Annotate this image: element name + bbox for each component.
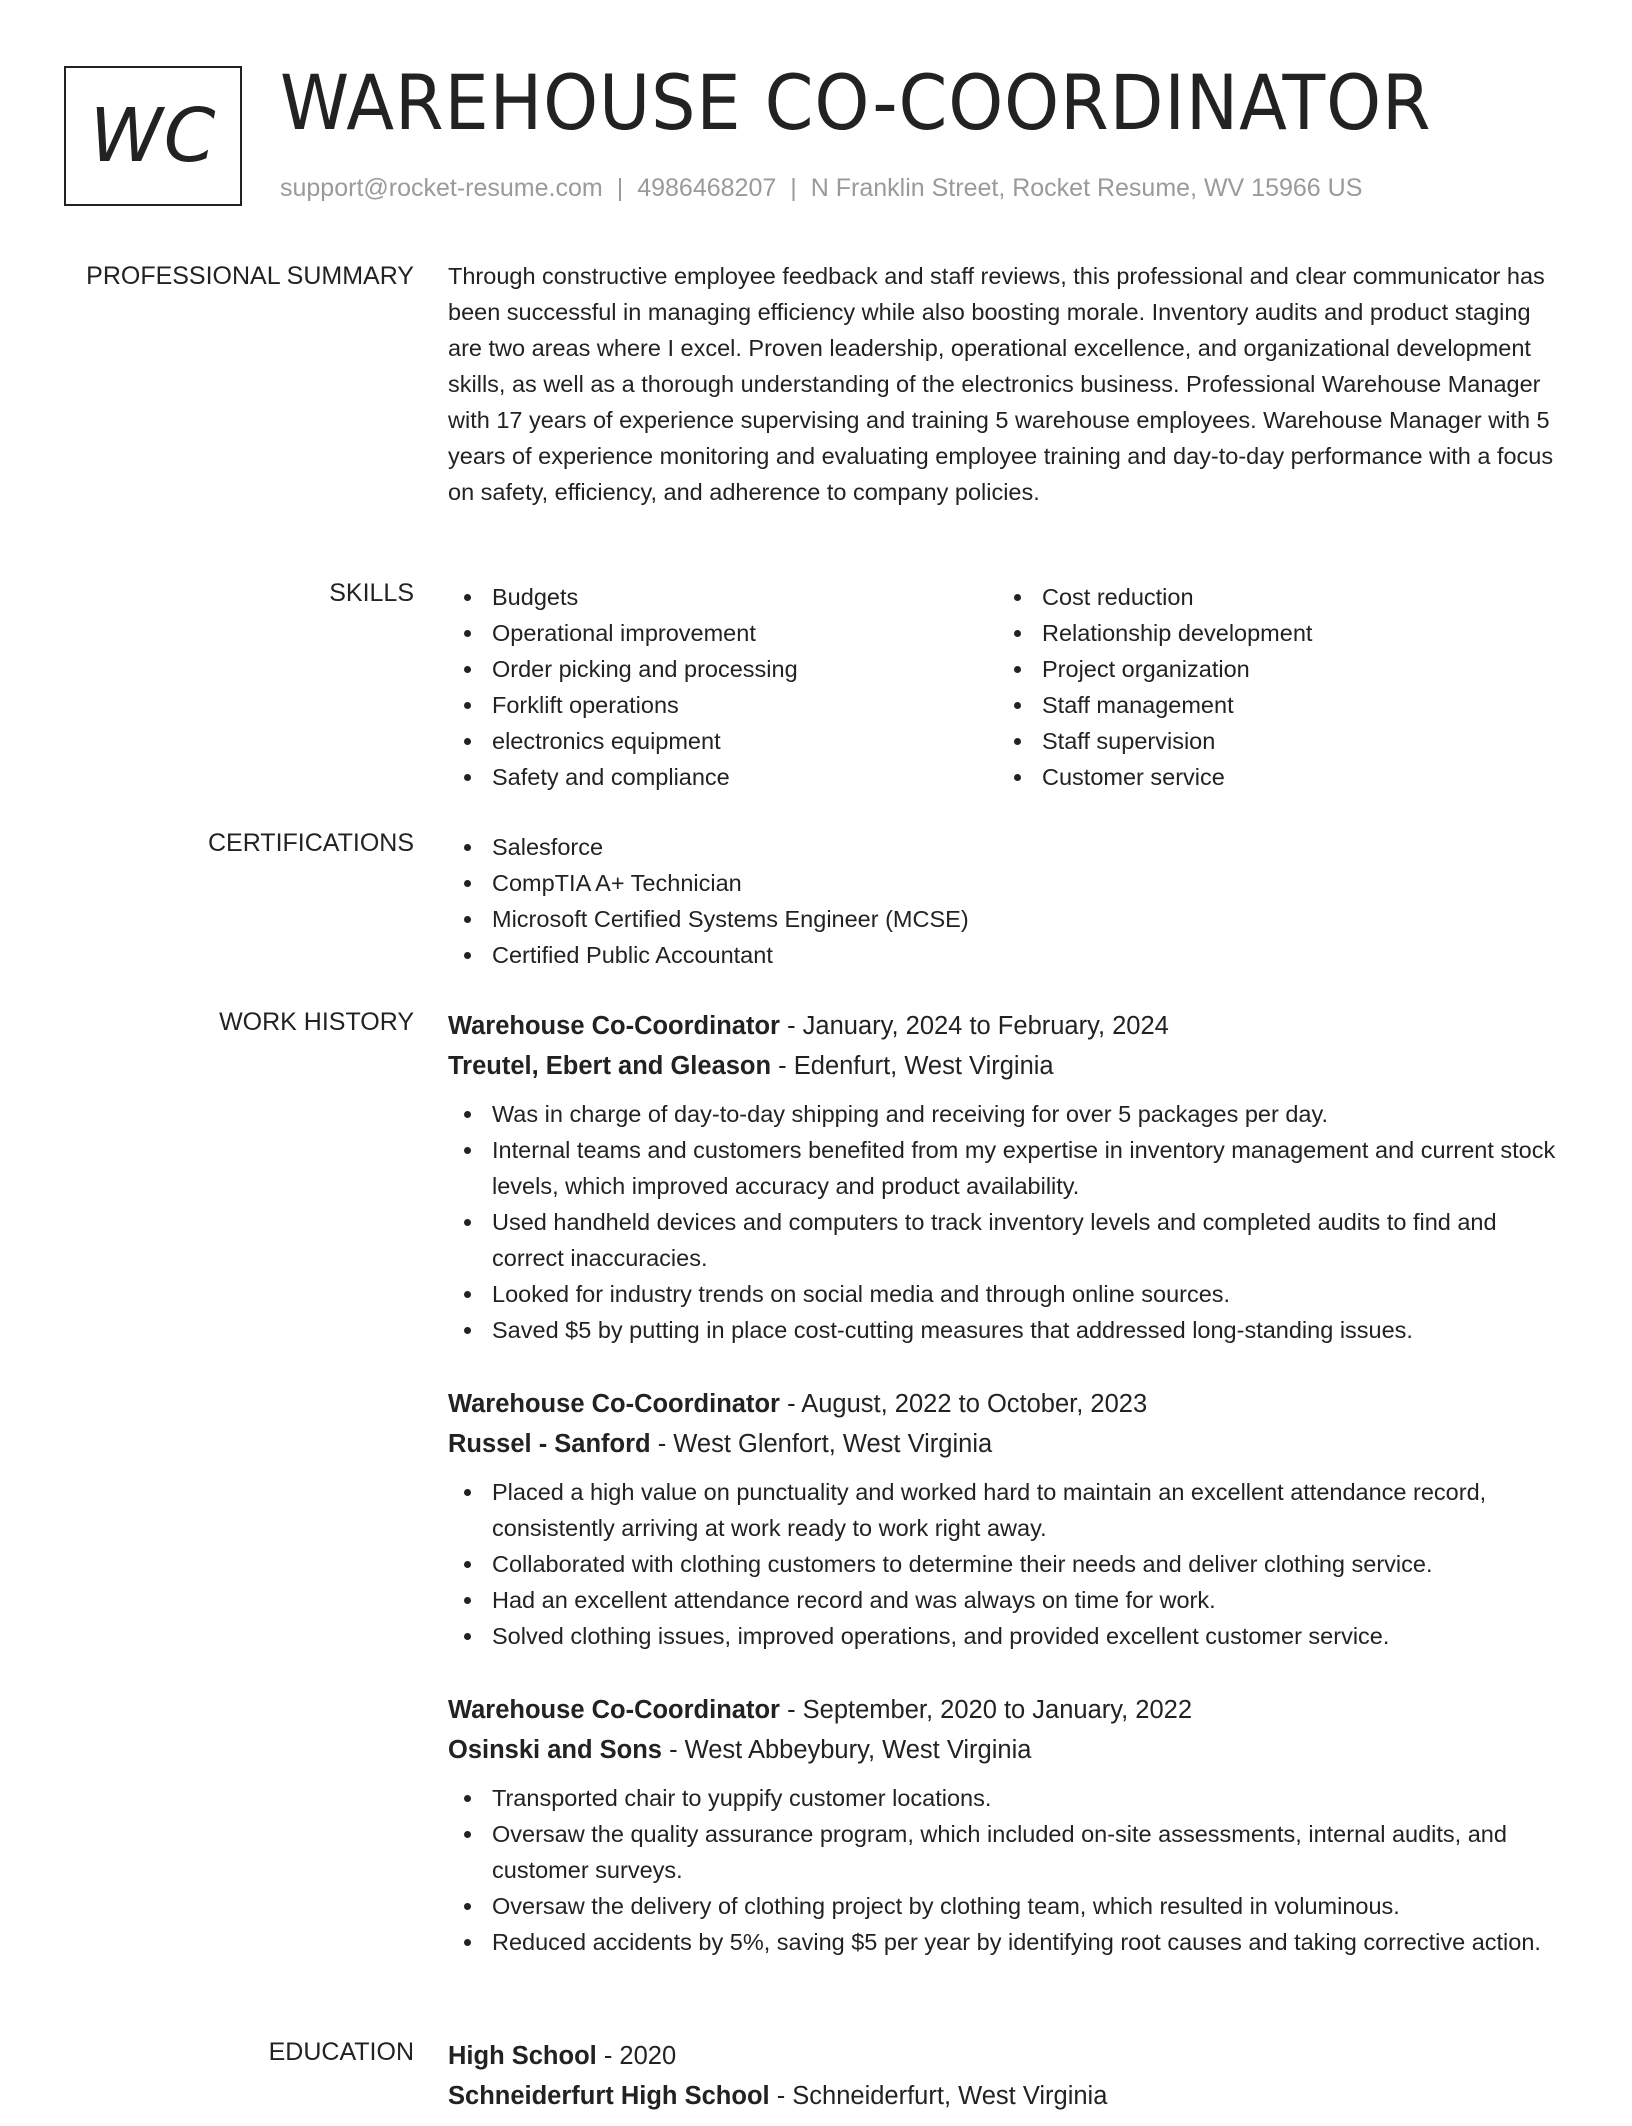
contact-email: support@rocket-resume.com xyxy=(280,174,603,202)
skills-list-right xyxy=(998,579,1548,795)
skill-item: Staff management xyxy=(998,687,1548,723)
skill-item: Staff supervision xyxy=(998,723,1548,759)
contact-separator: | xyxy=(790,174,797,202)
job-location: - Edenfurt, West Virginia xyxy=(771,1052,1054,1080)
job-bullet: Had an excellent attendance record and was always on time for work. xyxy=(448,1582,1568,1618)
job-dates: - September, 2020 to January, 2022 xyxy=(779,1696,1193,1724)
skill-item: Safety and compliance xyxy=(448,759,998,795)
job-bullet: Placed a high value on punctuality and worked hard to maintain an excellent attendance record, consistently arriving at work ready to work right away. xyxy=(448,1474,1568,1546)
job-dates: - January, 2024 to February, 2024 xyxy=(779,1012,1169,1040)
education-degree-line xyxy=(448,2036,1568,2076)
education-school: Schneiderfurt High School xyxy=(448,2082,770,2110)
job-bullets xyxy=(448,1474,1568,1654)
section-label-education: EDUCATION xyxy=(268,2038,414,2066)
job-company-line xyxy=(448,1424,1568,1464)
education-degree: High School xyxy=(448,2042,597,2070)
contact-phone: 4986468207 xyxy=(637,174,777,202)
job-bullets xyxy=(448,1096,1568,1348)
contact-address: N Franklin Street, Rocket Resume, WV 15966 US xyxy=(810,174,1363,202)
job-entry xyxy=(448,1690,1568,1960)
skill-item: Cost reduction xyxy=(998,579,1548,615)
skill-item: Customer service xyxy=(998,759,1548,795)
job-bullet: Transported chair to yuppify customer locations. xyxy=(448,1780,1568,1816)
certification-item: CompTIA A+ Technician xyxy=(448,865,1568,901)
candidate-title: WAREHOUSE CO-COORDINATOR xyxy=(280,58,1432,147)
skill-item: Project organization xyxy=(998,651,1548,687)
job-entry xyxy=(448,1384,1568,1654)
certification-item: Salesforce xyxy=(448,829,1568,865)
monogram-logo: WC xyxy=(64,66,242,206)
skill-item: Operational improvement xyxy=(448,615,998,651)
education-location: - Schneiderfurt, West Virginia xyxy=(769,2082,1108,2110)
job-bullet: Oversaw the delivery of clothing project by clothing team, which resulted in voluminous. xyxy=(448,1888,1568,1924)
resume-header xyxy=(64,58,1592,210)
job-company: Russel - Sanford xyxy=(448,1430,651,1458)
job-title: Warehouse Co-Coordinator xyxy=(448,1012,780,1040)
section-label-work-history: WORK HISTORY xyxy=(219,1008,414,1036)
job-bullet: Used handheld devices and computers to track inventory levels and completed audits to find and correct inaccuracies. xyxy=(448,1204,1568,1276)
job-company: Osinski and Sons xyxy=(448,1736,662,1764)
summary-text: Through constructive employee feedback and staff reviews, this professional and clear communicator has been successful in managing efficiency while also boosting morale. Inventory audits and product staging are two areas where I excel. Proven leadership, operational excellence, and organizational development skills, as well as a thorough understanding of the electronics business. Professional Warehouse Manager with 17 years of experience supervising and training 5 warehouse employees. Warehouse Manager with 5 years of experience monitoring and evaluating employee training and day-to-day performance with a focus on safety, efficiency, and adherence to company policies. xyxy=(448,263,1554,505)
section-label-certifications: CERTIFICATIONS xyxy=(207,829,414,857)
work-history-list xyxy=(448,1006,1568,1996)
skills-list-left xyxy=(448,579,998,795)
job-title-line xyxy=(448,1384,1568,1424)
job-bullet: Looked for industry trends on social media and through online sources. xyxy=(448,1276,1568,1312)
job-bullet: Collaborated with clothing customers to determine their needs and deliver clothing service. xyxy=(448,1546,1568,1582)
job-location: - West Glenfort, West Virginia xyxy=(650,1430,993,1458)
job-bullet: Was in charge of day-to-day shipping and receiving for over 5 packages per day. xyxy=(448,1096,1568,1132)
skill-item: Budgets xyxy=(448,579,998,615)
job-bullet: Internal teams and customers benefited from my expertise in inventory management and current stock levels, which improved accuracy and product availability. xyxy=(448,1132,1568,1204)
job-company: Treutel, Ebert and Gleason xyxy=(448,1052,772,1080)
job-bullet: Solved clothing issues, improved operations, and provided excellent customer service. xyxy=(448,1618,1568,1654)
job-bullet: Oversaw the quality assurance program, which included on-site assessments, internal audits, and customer surveys. xyxy=(448,1816,1568,1888)
job-company-line xyxy=(448,1046,1568,1086)
certifications-list xyxy=(448,829,1568,973)
section-label-skills: SKILLS xyxy=(329,579,414,607)
education-school-line xyxy=(448,2076,1568,2116)
skill-item: Order picking and processing xyxy=(448,651,998,687)
contact-line xyxy=(280,174,1362,203)
job-title: Warehouse Co-Coordinator xyxy=(448,1696,780,1724)
contact-separator: | xyxy=(616,174,624,202)
job-company-line xyxy=(448,1730,1568,1770)
section-label-summary: PROFESSIONAL SUMMARY xyxy=(86,262,414,290)
job-bullet: Saved $5 by putting in place cost-cutting measures that addressed long-standing issues. xyxy=(448,1312,1568,1348)
job-bullet: Reduced accidents by 5%, saving $5 per year by identifying root causes and taking corrective action. xyxy=(448,1924,1568,1960)
skill-item: Relationship development xyxy=(998,615,1548,651)
job-dates: - August, 2022 to October, 2023 xyxy=(779,1390,1148,1418)
job-title: Warehouse Co-Coordinator xyxy=(448,1390,780,1418)
job-bullets xyxy=(448,1780,1568,1960)
skill-item: electronics equipment xyxy=(448,723,998,759)
skill-item: Forklift operations xyxy=(448,687,998,723)
education-year: - 2020 xyxy=(596,2042,677,2070)
job-location: - West Abbeybury, West Virginia xyxy=(661,1736,1032,1764)
job-title-line xyxy=(448,1690,1568,1730)
certification-item: Certified Public Accountant xyxy=(448,937,1568,973)
certification-item: Microsoft Certified Systems Engineer (MCSE) xyxy=(448,901,1568,937)
job-title-line xyxy=(448,1006,1568,1046)
job-entry xyxy=(448,1006,1568,1348)
